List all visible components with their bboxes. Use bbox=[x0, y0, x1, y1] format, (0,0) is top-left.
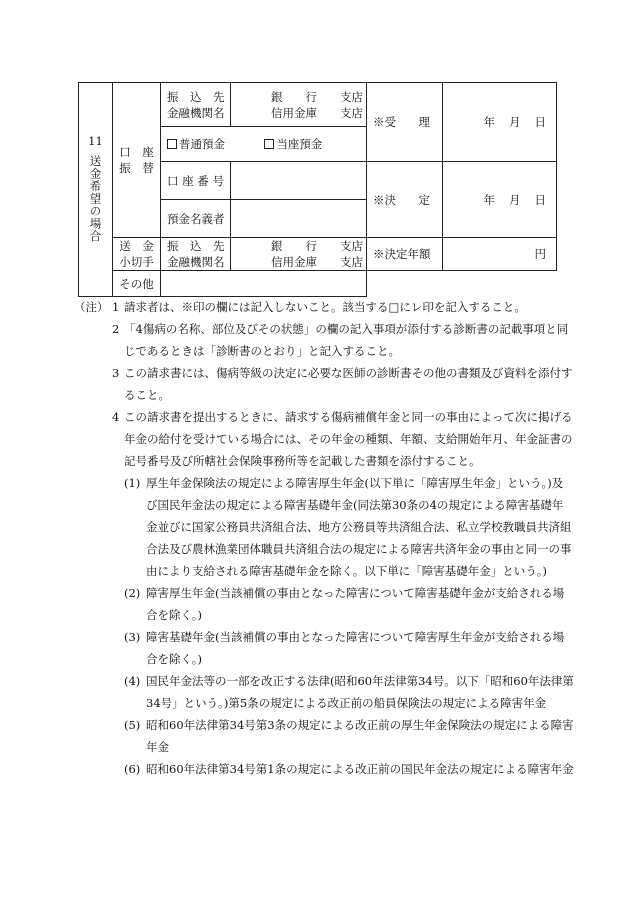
receipt-label: ※受 bbox=[373, 115, 396, 129]
decision-amount-label: ※決定年額 bbox=[367, 238, 443, 271]
postal-bank-field[interactable]: 銀 行 支店 信用金庫 支店 bbox=[231, 238, 367, 271]
other-label: その他 bbox=[113, 271, 161, 297]
note-subitem: (4) 国民年金法等の一部を改正する法律(昭和60年法律第34号。以下「昭和60年法律第34号」という。)第5条の規定による改正前の船員保険法の規定による障害年金 bbox=[124, 674, 574, 710]
other-field[interactable] bbox=[161, 271, 367, 297]
deposit-type-row bbox=[161, 127, 367, 162]
note-item: （注） 1 請求者は、※印の欄には記入しないこと。該当する□にレ印を記入すること。 bbox=[74, 296, 574, 318]
postal-dest-label: 振 込 先 金融機関名 bbox=[161, 238, 231, 271]
note-subitem: (2) 障害厚生年金(当該補償の事由となった障害について障害基礎年金が支給される場合を除く。) bbox=[124, 586, 565, 622]
decision-label-cell: ※決 定 bbox=[367, 162, 443, 238]
account-number-field[interactable] bbox=[231, 162, 367, 200]
decision-date-field[interactable]: 年 月 日 bbox=[443, 162, 557, 238]
note-subitem: (3) 障害基礎年金(当該補償の事由となった障害について障害厚生年金が支給される場合を除く。) bbox=[124, 630, 565, 666]
section-number: 11 bbox=[88, 133, 103, 148]
notes-section bbox=[74, 296, 574, 780]
toza-checkbox[interactable]: 当座預金 bbox=[264, 137, 322, 151]
receipt-date-field[interactable]: 年 月 日 bbox=[443, 83, 557, 162]
note-item: 3 この請求書には、傷病等級の決定に必要な医師の診断書その他の書類及び資料を添付すること。 bbox=[112, 366, 573, 402]
account-holder-field[interactable] bbox=[231, 200, 367, 238]
dest-bank-label: 振 込 先 金融機関名 bbox=[161, 83, 231, 127]
bank-name-field[interactable]: 銀 行 支店 信用金庫 支店 bbox=[231, 83, 367, 127]
note-subitem: (1) 厚生年金保険法の規定による障害厚生年金(以下単に「障害厚生年金」という。)及び国民年金法の規定による障害基礎年金(同法第30条の4の規定による障害基礎年金並びに国家公務員共済組合法、地方公務員等共済組合法、私立学校教職員共済組合法及び農林漁業団体職員共済組合法の規定による障害共済年金の事由と同一の事由により支給される障害基礎年金を除く。以下単に「障害基礎年金」という。) bbox=[124, 476, 572, 578]
section-label-cell bbox=[79, 83, 113, 297]
section-title: 送金希望の場合 bbox=[88, 154, 103, 243]
note-item: 4 この請求書を提出するときに、請求する傷病補償年金と同一の事由によって次に掲げる年金の給付を受けている場合には、その年金の種類、年額、支給開始年月、年金証書の記号番号及び所轄社会保険事務所等を記載した書類を添付すること。 bbox=[112, 410, 573, 468]
decision-amount-field[interactable]: 円 bbox=[443, 238, 557, 271]
account-number-label: 口 座 番 号 bbox=[161, 162, 231, 200]
note-item: 2 「4傷病の名称、部位及びその状態」の欄の記入事項が添付する診断書の記載事項と同じであるときは「診断書のとおり」と記入すること。 bbox=[112, 322, 569, 358]
decision-label: ※決 bbox=[373, 192, 396, 207]
postal-order-label: 送 金 小切手 bbox=[113, 238, 161, 271]
note-subitem: (5) 昭和60年法律第34号第3条の規定による改正前の厚生年金保険法の規定による障害年金 bbox=[124, 718, 574, 754]
note-subitem: (6) 昭和60年法律第34号第1条の規定による改正前の国民年金法の規定による障害年金 bbox=[124, 762, 574, 776]
futsu-checkbox[interactable]: 普通預金 bbox=[167, 137, 225, 151]
remittance-table bbox=[78, 82, 557, 297]
notes-lead: （注） bbox=[74, 300, 109, 314]
account-holder-label: 預金名義者 bbox=[161, 200, 231, 238]
receipt-label-cell: ※受 理 bbox=[367, 83, 443, 162]
account-transfer-label: 口 座 振 替 bbox=[113, 83, 161, 238]
